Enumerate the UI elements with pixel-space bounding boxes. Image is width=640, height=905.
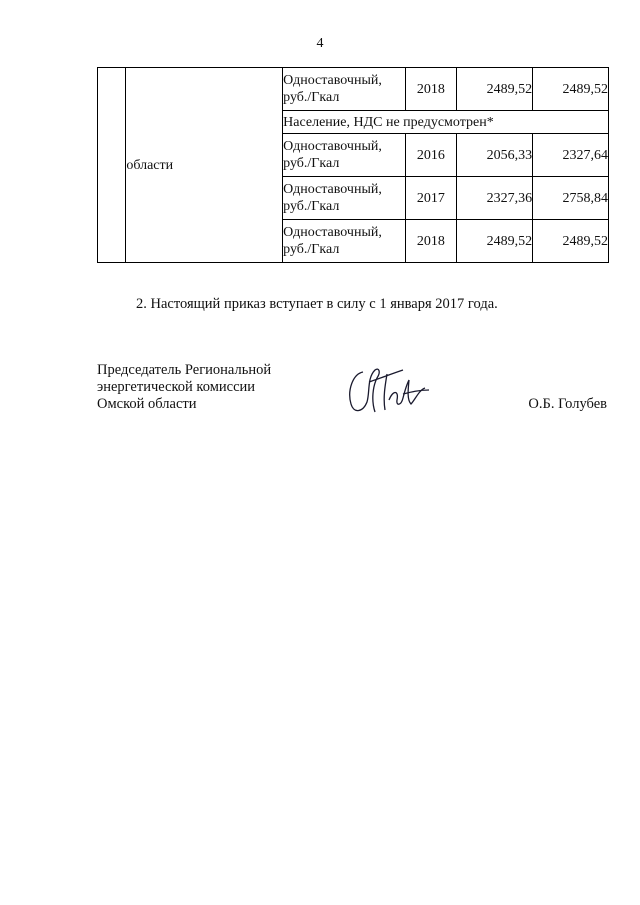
- signatory-position: [97, 362, 271, 413]
- year-cell: 2018: [405, 68, 457, 111]
- value-first-half-cell: 2056,33: [457, 134, 533, 177]
- tariff-table: [97, 67, 609, 263]
- tariff-type-cell: Одноставочный, руб./Гкал: [283, 68, 405, 111]
- value-second-half-cell: 2489,52: [533, 68, 609, 111]
- category-label: Население, НДС не предусмотрен*: [283, 111, 609, 134]
- signatory-position-line: Омской области: [97, 396, 197, 412]
- value-second-half-cell: 2489,52: [533, 220, 609, 263]
- value-first-half-cell: 2327,36: [457, 177, 533, 220]
- signatory-name: О.Б. Голубев: [528, 396, 607, 412]
- value-second-half-cell: 2758,84: [533, 177, 609, 220]
- signatory-position-line: энергетической комиссии: [97, 379, 256, 395]
- tariff-type-cell: Одноставочный, руб./Гкал: [283, 220, 405, 263]
- organization-cell: области: [126, 68, 283, 263]
- value-first-half-cell: 2489,52: [457, 220, 533, 263]
- handwritten-signature: [345, 360, 435, 420]
- table-row: [98, 68, 609, 111]
- value-second-half-cell: 2327,64: [533, 134, 609, 177]
- order-clause-text: 2. Настоящий приказ вступает в силу с 1 января 2017 года.: [136, 296, 498, 312]
- year-cell: 2017: [405, 177, 457, 220]
- tariff-type-cell: Одноставочный, руб./Гкал: [283, 177, 405, 220]
- signatory-position-line: Председатель Региональной: [97, 362, 272, 378]
- row-number-cell: [98, 68, 126, 263]
- tariff-type-cell: Одноставочный, руб./Гкал: [283, 134, 405, 177]
- value-first-half-cell: 2489,52: [457, 68, 533, 111]
- year-cell: 2016: [405, 134, 457, 177]
- year-cell: 2018: [405, 220, 457, 263]
- page-number: 4: [316, 36, 324, 51]
